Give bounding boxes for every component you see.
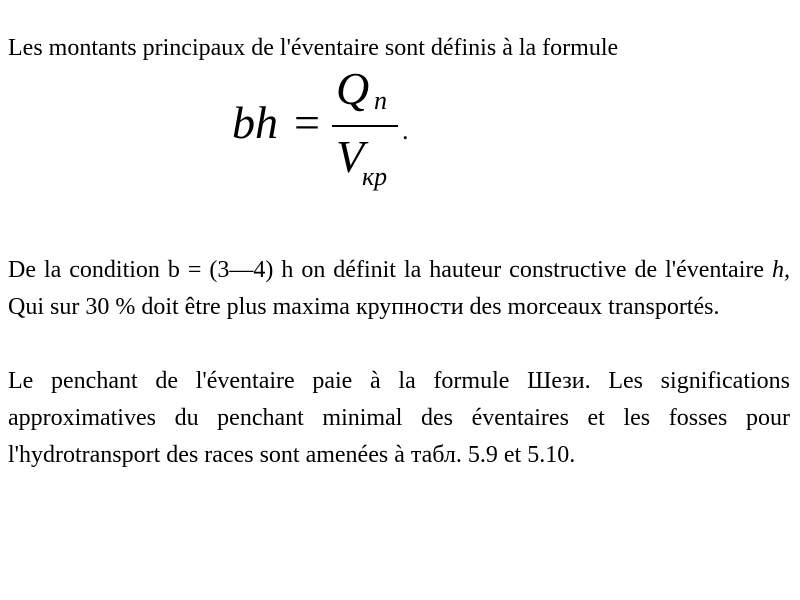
fraction-bar (332, 125, 398, 127)
formula-equals: = (294, 97, 320, 148)
condition-italic-h: h, (772, 257, 790, 283)
slope-text: Le penchant de l'éventaire paie à la formule Шези. Les significations approximatives du penchant minimal des éventaires et les fosses pour l'hydrotransport des races sont amenées à табл. 5.9 et 5.10. (8, 368, 790, 468)
intro-paragraph (8, 30, 708, 67)
formula-denominator-subscript: кр (362, 162, 388, 191)
intro-text: Les montants principaux de l'éventaire sont définis à la formule (8, 35, 619, 61)
condition-paragraph (8, 252, 790, 326)
slope-paragraph (8, 363, 790, 474)
condition-text-before: De la condition b = (3—4) h on définit la hauteur constructive de l'éventaire (8, 257, 772, 283)
formula-bh (232, 63, 432, 196)
formula-numerator-subscript: n (374, 86, 387, 115)
formula-lhs: bh (232, 97, 278, 148)
formula-terminator: . (402, 116, 409, 145)
formula-numerator: Q (336, 63, 370, 114)
formula-denominator: V (336, 131, 365, 182)
condition-text-after: Qui sur 30 % doit être plus maxima крупности des morceaux transportés. (8, 294, 720, 320)
